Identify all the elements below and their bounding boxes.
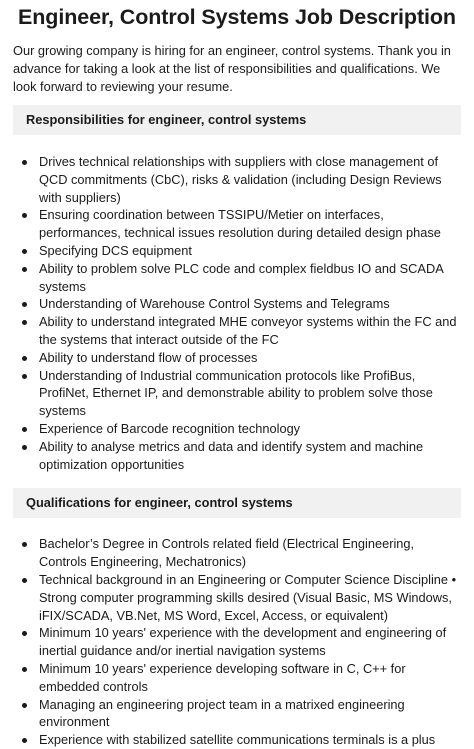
bullet-icon	[22, 738, 27, 743]
list-item: Managing an engineering project team in a matrixed engineering environment	[13, 696, 461, 732]
page-title: Engineer, Control Systems Job Description	[18, 5, 456, 29]
bullet-icon	[22, 302, 27, 307]
list-item: Understanding of Industrial communication protocols like ProfiBus, ProfiNet, Ethernet IP, and demonstrable ability to problem solve those systems	[13, 367, 461, 420]
bullet-icon	[22, 703, 27, 708]
list-item: Ability to analyse metrics and data and identify system and machine optimization opportunities	[13, 438, 461, 474]
bullet-icon	[22, 578, 27, 583]
bullet-icon	[22, 631, 27, 636]
list-item: Minimum 10 years' experience developing software in C, C++ for embedded controls	[13, 660, 461, 696]
bullet-icon	[22, 160, 27, 165]
qualifications-list	[13, 535, 461, 749]
list-item: Understanding of Warehouse Control Systems and Telegrams	[13, 295, 461, 313]
responsibilities-heading: Responsibilities for engineer, control systems	[13, 105, 461, 135]
bullet-icon	[22, 374, 27, 379]
list-item: Bachelor’s Degree in Controls related field (Electrical Engineering, Controls Engineering, Mechatronics)	[13, 535, 461, 571]
list-item: Drives technical relationships with suppliers with close management of QCD commitments (CbC), risks & validation (including Design Reviews with suppliers)	[13, 153, 461, 206]
bullet-icon	[22, 356, 27, 361]
bullet-icon	[22, 267, 27, 272]
bullet-icon	[22, 542, 27, 547]
bullet-icon	[22, 427, 27, 432]
list-item: Specifying DCS equipment	[13, 242, 461, 260]
list-item: Experience with stabilized satellite communications terminals is a plus	[13, 731, 461, 749]
bullet-icon	[22, 213, 27, 218]
bullet-icon	[22, 445, 27, 450]
list-item: Minimum 10 years' experience with the development and engineering of inertial guidance and/or inertial navigation systems	[13, 624, 461, 660]
list-item: Ability to understand integrated MHE conveyor systems within the FC and the systems that interact outside of the FC	[13, 313, 461, 349]
bullet-icon	[22, 667, 27, 672]
responsibilities-list	[13, 153, 461, 473]
bullet-icon	[22, 249, 27, 254]
intro-paragraph: Our growing company is hiring for an engineer, control systems. Thank you in advance for taking a look at the list of responsibilities and qualifications. We look forward to reviewing your resume.	[13, 43, 451, 94]
bullet-icon	[22, 320, 27, 325]
list-item: Experience of Barcode recognition technology	[13, 420, 461, 438]
list-item: Technical background in an Engineering or Computer Science Discipline • Strong computer programming skills desired (Visual Basic, MS Windows, iFIX/SCADA, VB.Net, MS Word, Excel, Access, or equivalent)	[13, 571, 461, 624]
list-item: Ability to problem solve PLC code and complex fieldbus IO and SCADA systems	[13, 260, 461, 296]
list-item: Ability to understand flow of processes	[13, 349, 461, 367]
list-item: Ensuring coordination between TSSIPU/Metier on interfaces, performances, technical issues resolution during detailed design phase	[13, 206, 461, 242]
qualifications-heading: Qualifications for engineer, control systems	[13, 488, 461, 518]
